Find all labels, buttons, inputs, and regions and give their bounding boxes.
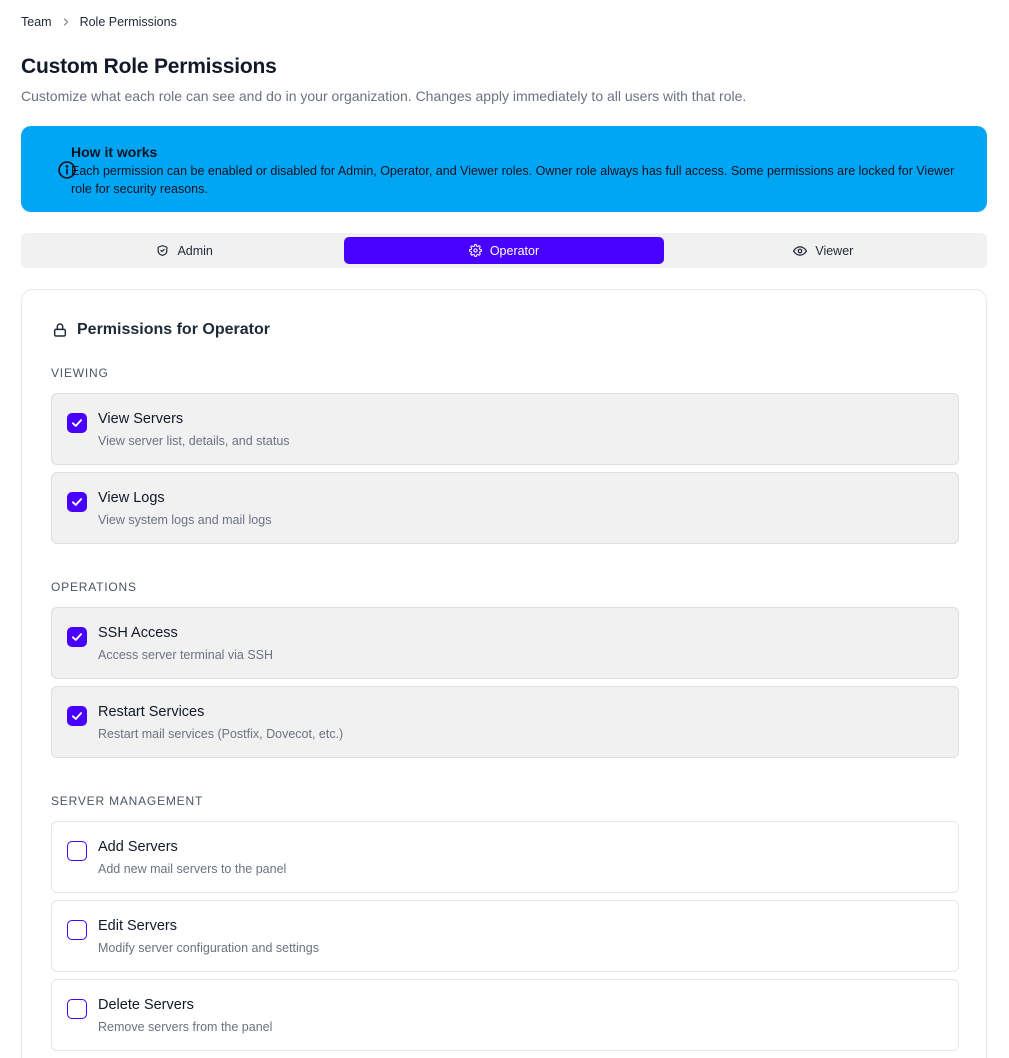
checkbox-view-servers[interactable]: [67, 413, 87, 433]
banner-text: Each permission can be enabled or disabled for Admin, Operator, and Viewer roles. Owner role always has full access. Some permissions are locked for Viewer role for security reasons.: [71, 164, 955, 196]
breadcrumb-team-link[interactable]: Team: [21, 15, 52, 29]
gear-icon: [469, 244, 482, 257]
permission-description: Access server terminal via SSH: [98, 648, 274, 662]
breadcrumb-current: Role Permissions: [79, 15, 177, 29]
tab-admin-label: Admin: [177, 243, 213, 258]
info-banner: [21, 126, 987, 212]
permission-restart-services[interactable]: [51, 686, 959, 758]
tab-operator-label: Operator: [489, 243, 540, 258]
section-label-operations: OPERATIONS: [51, 580, 137, 594]
permission-title: Restart Services: [98, 704, 205, 720]
permission-title: View Servers: [98, 411, 184, 427]
breadcrumb: [21, 15, 177, 29]
eye-icon: [793, 244, 807, 258]
permission-description: Add new mail servers to the panel: [98, 862, 287, 876]
permission-title: SSH Access: [98, 625, 178, 641]
permission-add-servers[interactable]: [51, 821, 959, 893]
permission-description: Modify server configuration and settings: [98, 941, 319, 955]
card-header: [52, 321, 270, 339]
checkbox-restart-services[interactable]: [67, 706, 87, 726]
permission-title: Add Servers: [98, 839, 178, 855]
permission-description: Restart mail services (Postfix, Dovecot, etc.): [98, 727, 344, 741]
section-label-server-management: SERVER MANAGEMENT: [51, 794, 204, 808]
checkbox-delete-servers[interactable]: [67, 999, 87, 1019]
permission-title: View Logs: [98, 490, 165, 506]
checkbox-add-servers[interactable]: [67, 841, 87, 861]
permission-description: View system logs and mail logs: [98, 513, 272, 527]
lock-icon: [52, 322, 68, 338]
permission-view-logs[interactable]: [51, 472, 959, 544]
tab-admin[interactable]: [25, 237, 344, 264]
permission-edit-servers[interactable]: [51, 900, 959, 972]
tab-viewer-label: Viewer: [815, 243, 854, 258]
role-tabs: [21, 233, 987, 268]
checkbox-view-logs[interactable]: [67, 492, 87, 512]
permission-description: Remove servers from the panel: [98, 1020, 273, 1034]
page-title: Custom Role Permissions: [21, 55, 277, 78]
permissions-card: [21, 289, 987, 1058]
section-label-viewing: VIEWING: [51, 366, 109, 380]
checkbox-ssh-access[interactable]: [67, 627, 87, 647]
check-icon: [70, 630, 84, 644]
tab-viewer[interactable]: [664, 237, 983, 264]
checkbox-edit-servers[interactable]: [67, 920, 87, 940]
banner-title: How it works: [71, 144, 158, 160]
shield-icon: [156, 244, 169, 257]
permission-view-servers[interactable]: [51, 393, 959, 465]
permission-description: View server list, details, and status: [98, 434, 290, 448]
check-icon: [70, 495, 84, 509]
permission-ssh-access[interactable]: [51, 607, 959, 679]
tab-operator[interactable]: [344, 237, 663, 264]
permission-title: Delete Servers: [98, 997, 194, 1013]
page-subtitle: Customize what each role can see and do in your organization. Changes apply immediately to all users with that role.: [21, 88, 747, 104]
info-icon: [57, 160, 77, 180]
card-title: Permissions for Operator: [77, 321, 270, 338]
chevron-right-icon: [59, 15, 73, 29]
permission-title: Edit Servers: [98, 918, 177, 934]
check-icon: [70, 709, 84, 723]
check-icon: [70, 416, 84, 430]
permission-delete-servers[interactable]: [51, 979, 959, 1051]
